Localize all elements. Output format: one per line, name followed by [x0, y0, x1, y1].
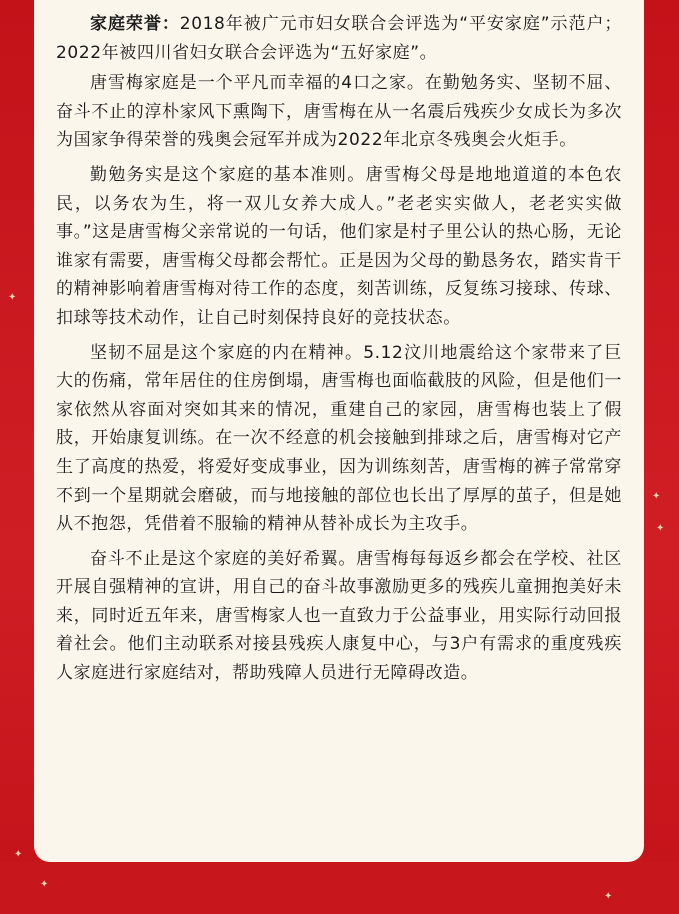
- sparkle-decoration: ✦: [604, 891, 613, 902]
- paragraph-striving: 奋斗不止是这个家庭的美好希翼。唐雪梅每每返乡都会在学校、社区开展自强精神的宣讲，用自己的奋斗故事激励更多的残疾儿童拥抱美好未来，同时近五年来，唐雪梅家人也一直致力于公益事业，用实际行动回报着社会。他们主动联系对接县残疾人康复中心，与3户有需求的重度残疾人家庭进行家庭结对，帮助残障人员进行无障碍改造。: [56, 548, 622, 684]
- paragraph-diligence: 勤勉务实是这个家庭的基本准则。唐雪梅父母是地地道道的本色农民，以务农为生，将一双儿女养大成人。”老老实实做人，老老实实做事。”这是唐雪梅父亲常说的一句话，他们家是村子里公认的热心肠，无论谁家有需要，唐雪梅父母都会帮忙。正是因为父母的勤恳务农，踏实肯干的精神影响着唐雪梅对待工作的态度，刻苦训练，反复练习接球、传球、扣球等技术动作，让自己时刻保持良好的竞技状态。: [56, 164, 622, 328]
- article-body: [56, 10, 622, 688]
- bottom-red-band: [0, 862, 679, 914]
- sparkle-decoration: ✦: [656, 523, 665, 534]
- sparkle-decoration: ✦: [8, 292, 17, 303]
- sparkle-decoration: ✦: [40, 879, 49, 890]
- sparkle-decoration: ✦: [14, 849, 23, 860]
- sparkle-decoration: ✦: [652, 491, 661, 502]
- paragraph-intro: 唐雪梅家庭是一个平凡而幸福的4口之家。在勤勉务实、坚韧不屈、奋斗不止的淳朴家风下熏陶下，唐雪梅在从一名震后残疾少女成长为多次为国家争得荣誉的残奥会冠军并成为2022年北京冬残奥会火炬手。: [56, 73, 622, 151]
- article-card: [34, 0, 644, 862]
- honor-paragraph: [56, 10, 622, 67]
- left-red-border: [0, 0, 36, 914]
- right-red-border: [643, 0, 679, 914]
- honor-text: 2018年被广元市妇女联合会评选为“平安家庭”示范户；2022年被四川省妇女联合会评选为“五好家庭”。: [56, 14, 623, 63]
- honor-label: 家庭荣誉：: [90, 14, 180, 34]
- paragraph-resilience: 坚韧不屈是这个家庭的内在精神。5.12汶川地震给这个家带来了巨大的伤痛，常年居住的住房倒塌，唐雪梅也面临截肢的风险，但是他们一家依然从容面对突如其来的情况，重建自己的家园，唐雪梅也装上了假肢，开始康复训练。在一次不经意的机会接触到排球之后，唐雪梅对它产生了高度的热爱，将爱好变成事业，因为训练刻苦，唐雪梅的裤子常常穿不到一个星期就会磨破，而与地接触的部位也长出了厚厚的茧子，但是她从不抱怨，凭借着不服输的精神从替补成长为主攻手。: [56, 342, 622, 535]
